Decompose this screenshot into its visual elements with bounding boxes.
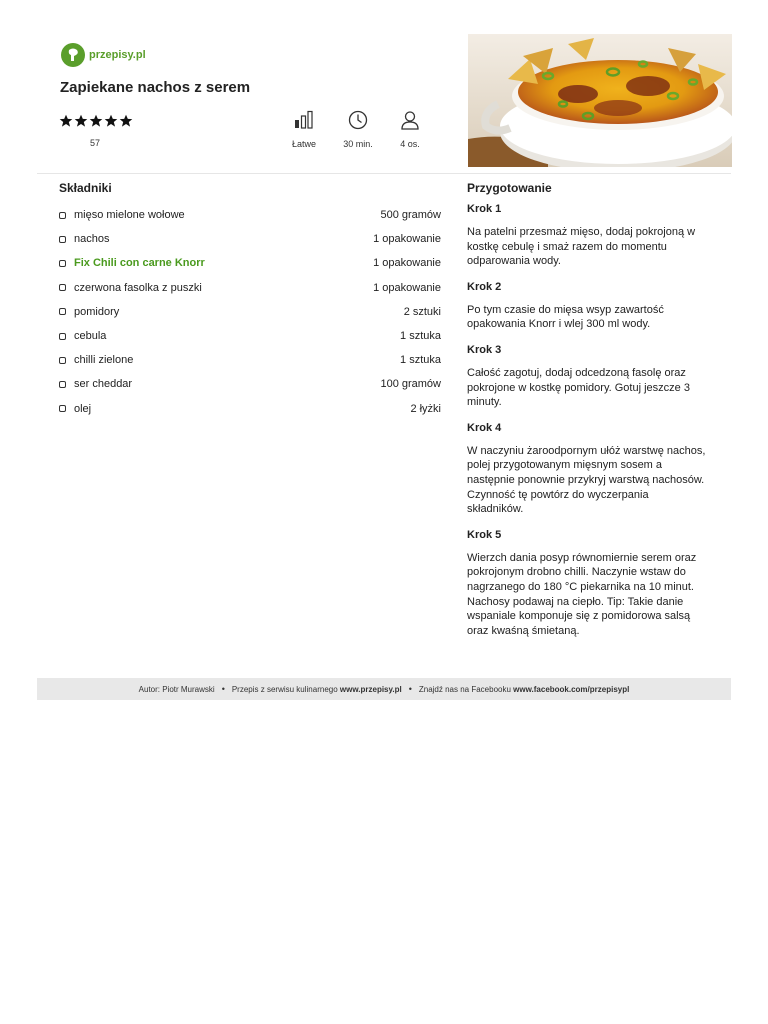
ingredient-quantity: 500 gramów bbox=[380, 209, 441, 222]
ingredients-list bbox=[59, 203, 441, 421]
preparation-steps bbox=[467, 203, 707, 650]
star-icon bbox=[74, 114, 88, 128]
footer-author: Autor: Piotr Murawski bbox=[138, 684, 215, 694]
preparation-heading: Przygotowanie bbox=[467, 181, 552, 195]
ingredient-item[interactable] bbox=[59, 348, 441, 372]
ingredient-name: ser cheddar bbox=[74, 378, 133, 391]
checkbox-icon[interactable] bbox=[59, 357, 66, 364]
step-block bbox=[467, 344, 707, 410]
header-divider bbox=[37, 173, 731, 174]
step-block bbox=[467, 281, 707, 332]
step-text: Na patelni przesmaż mięso, dodaj pokrojoną w kostkę cebulę i smaż razem do momentu odparowania wody. bbox=[467, 226, 696, 268]
checkbox-icon[interactable] bbox=[59, 308, 66, 315]
ingredient-name: czerwona fasolka z puszki bbox=[74, 281, 202, 294]
ingredient-quantity: 1 opakowanie bbox=[373, 233, 441, 246]
step-block bbox=[467, 203, 707, 269]
page-footer bbox=[37, 678, 731, 700]
ingredient-item[interactable] bbox=[59, 372, 441, 396]
ingredient-name: mięso mielone wołowe bbox=[74, 209, 185, 222]
ingredient-quantity: 1 opakowanie bbox=[373, 257, 441, 270]
checkbox-icon[interactable] bbox=[59, 260, 66, 267]
difficulty-label: Łatwe bbox=[291, 139, 317, 149]
ingredient-quantity: 2 łyżki bbox=[410, 402, 441, 415]
footer-source-link[interactable]: www.przepisy.pl bbox=[339, 684, 402, 694]
servings-indicator bbox=[385, 110, 435, 149]
ingredient-name: pomidory bbox=[74, 305, 120, 318]
servings-label: 4 os. bbox=[400, 139, 420, 149]
step-text: W naczyniu żaroodpornym ułóż warstwę nachos, polej przygotowanym mięsnym sosem a następnie ponownie przykryj warstwą nachosów. Czynność tę powtórz do wyczerpania składników. bbox=[467, 444, 706, 516]
footer-facebook-link[interactable]: www.facebook.com/przepisypl bbox=[513, 684, 630, 694]
recipe-title: Zapiekane nachos z serem bbox=[60, 79, 251, 96]
time-indicator bbox=[333, 110, 383, 149]
ingredient-item[interactable] bbox=[59, 251, 441, 275]
step-title: Krok 5 bbox=[467, 528, 502, 541]
time-label: 30 min. bbox=[343, 139, 373, 149]
step-title: Krok 4 bbox=[467, 421, 502, 434]
star-icon bbox=[119, 114, 133, 128]
person-icon bbox=[400, 110, 420, 130]
ingredient-quantity: 1 opakowanie bbox=[373, 281, 441, 294]
checkbox-icon[interactable] bbox=[59, 212, 66, 219]
ingredient-quantity: 100 gramów bbox=[380, 378, 441, 391]
ingredient-item[interactable] bbox=[59, 276, 441, 300]
ingredient-item[interactable] bbox=[59, 227, 441, 251]
brand-logo[interactable] bbox=[61, 43, 146, 67]
checkbox-icon[interactable] bbox=[59, 236, 66, 243]
bar-chart-icon bbox=[294, 110, 314, 130]
ingredient-item[interactable] bbox=[59, 300, 441, 324]
rating-stars bbox=[59, 114, 133, 128]
ingredient-name: chilli zielone bbox=[74, 354, 134, 367]
ingredient-name: cebula bbox=[74, 330, 107, 343]
step-title: Krok 3 bbox=[467, 343, 502, 356]
checkbox-icon[interactable] bbox=[59, 333, 66, 340]
ingredient-item[interactable] bbox=[59, 203, 441, 227]
brand-name: przepisy.pl bbox=[89, 49, 146, 61]
clock-icon bbox=[348, 110, 368, 130]
checkbox-icon[interactable] bbox=[59, 405, 66, 412]
nachos-dish-image bbox=[468, 34, 732, 167]
chef-logo-icon bbox=[61, 43, 85, 67]
difficulty-indicator bbox=[279, 110, 329, 149]
checkbox-icon[interactable] bbox=[59, 284, 66, 291]
ingredients-heading: Składniki bbox=[59, 181, 112, 195]
footer-separator: • bbox=[221, 684, 225, 694]
footer-separator: • bbox=[408, 684, 412, 694]
star-icon bbox=[59, 114, 73, 128]
ingredient-quantity: 2 sztuki bbox=[403, 305, 441, 318]
step-block bbox=[467, 422, 707, 517]
rating-count: 57 bbox=[89, 138, 100, 148]
footer-facebook-prefix: Znajdź nas na Facebooku bbox=[418, 684, 511, 694]
ingredient-name: olej bbox=[74, 402, 92, 415]
checkbox-icon[interactable] bbox=[59, 381, 66, 388]
step-title: Krok 2 bbox=[467, 280, 502, 293]
star-icon bbox=[104, 114, 118, 128]
step-title: Krok 1 bbox=[467, 203, 502, 215]
ingredient-name: nachos bbox=[74, 233, 110, 246]
recipe-photo bbox=[468, 34, 732, 167]
ingredient-item[interactable] bbox=[59, 397, 441, 421]
ingredient-name-link[interactable]: Fix Chili con carne Knorr bbox=[74, 257, 205, 270]
star-icon bbox=[89, 114, 103, 128]
step-block bbox=[467, 529, 707, 639]
ingredient-item[interactable] bbox=[59, 324, 441, 348]
ingredient-quantity: 1 sztuka bbox=[400, 330, 441, 343]
footer-source-prefix: Przepis z serwisu kulinarnego bbox=[231, 684, 338, 694]
step-text: Wierzch dania posyp równomiernie serem oraz pokrojonym drobno chilli. Naczynie wstaw do nagrzanego do 180 °C piekarnika na 10 minut. Nachosy podawaj na ciepło. Tip: Takie danie wspaniale komponuje się z pomidorowa salsą oraz kwaśną śmietaną. bbox=[467, 551, 697, 637]
step-text: Całość zagotuj, dodaj odcedzoną fasolę oraz pokrojone w kostkę pomidory. Gotuj jeszcze 3 minuty. bbox=[467, 366, 690, 409]
step-text: Po tym czasie do mięsa wsyp zawartość opakowania Knorr i wlej 300 ml wody. bbox=[467, 303, 664, 331]
ingredient-quantity: 1 sztuka bbox=[400, 354, 441, 367]
